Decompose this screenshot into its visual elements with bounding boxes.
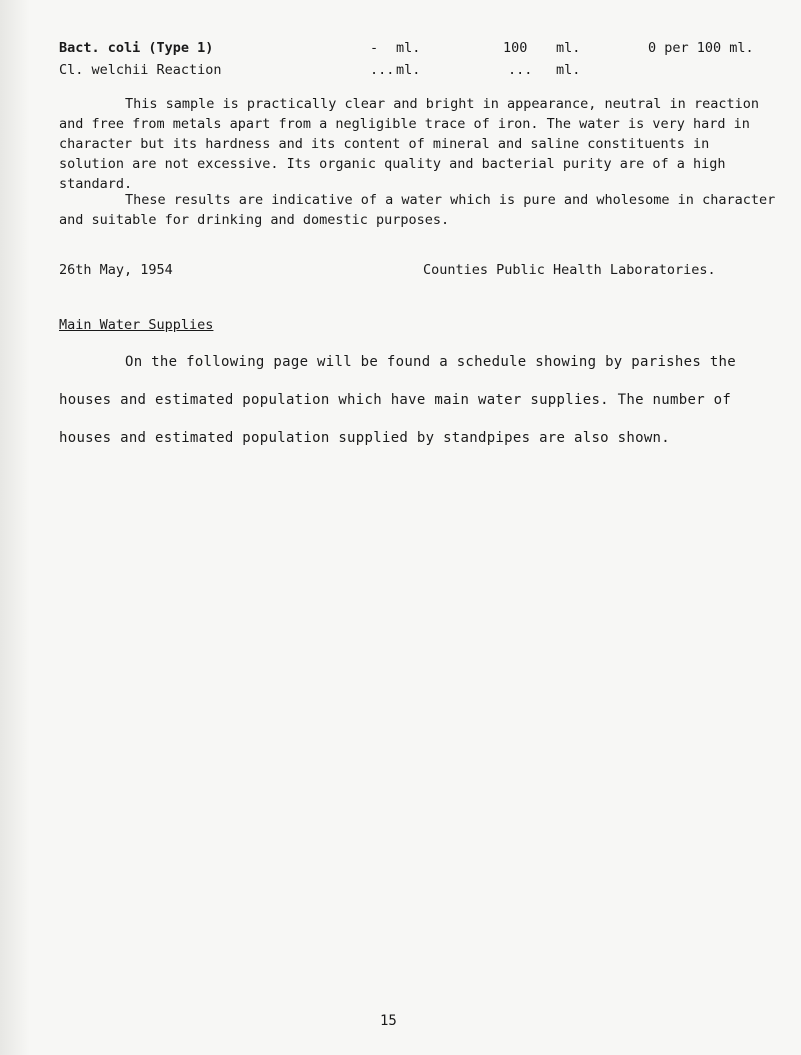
cl-welchii-dots1: ...: [370, 62, 395, 78]
cl-welchii-dots2: ...: [508, 62, 533, 78]
page-number: 15: [380, 1013, 397, 1029]
bact-coli-dash: -: [370, 40, 379, 56]
report-signatory: Counties Public Health Laboratories.: [423, 262, 716, 278]
bact-coli-result: 0 per 100 ml.: [648, 40, 754, 56]
bact-coli-label: Bact. coli (Type 1): [59, 40, 214, 56]
bact-coli-unit2: ml.: [556, 40, 581, 56]
cl-welchii-unit2: ml.: [556, 62, 581, 78]
scan-edge-shadow: [0, 0, 30, 1055]
report-date: 26th May, 1954: [59, 262, 173, 278]
bact-coli-unit1: ml.: [396, 40, 421, 56]
cl-welchii-unit1: ml.: [396, 62, 421, 78]
bact-coli-value: 100: [503, 40, 528, 56]
report-paragraph-2: These results are indicative of a water which is pure and wholesome in character and suitable for drinking and domestic purposes.: [59, 192, 776, 228]
section-paragraph: On the following page will be found a schedule showing by parishes the houses and estimated population which have main water supplies. The number of houses and estimated population supplied by standpipes are also shown.: [59, 354, 737, 446]
cl-welchii-label: Cl. welchii Reaction: [59, 62, 222, 78]
report-paragraph-1: This sample is practically clear and bright in appearance, neutral in reaction and free from metals apart from a negligible trace of iron. The water is very hard in character but its hardness and its content of mineral and saline constituents in solution are not excessive. Its organic quality and bacterial purity are of a high standard.: [59, 96, 759, 192]
section-heading: Main Water Supplies: [59, 317, 214, 333]
